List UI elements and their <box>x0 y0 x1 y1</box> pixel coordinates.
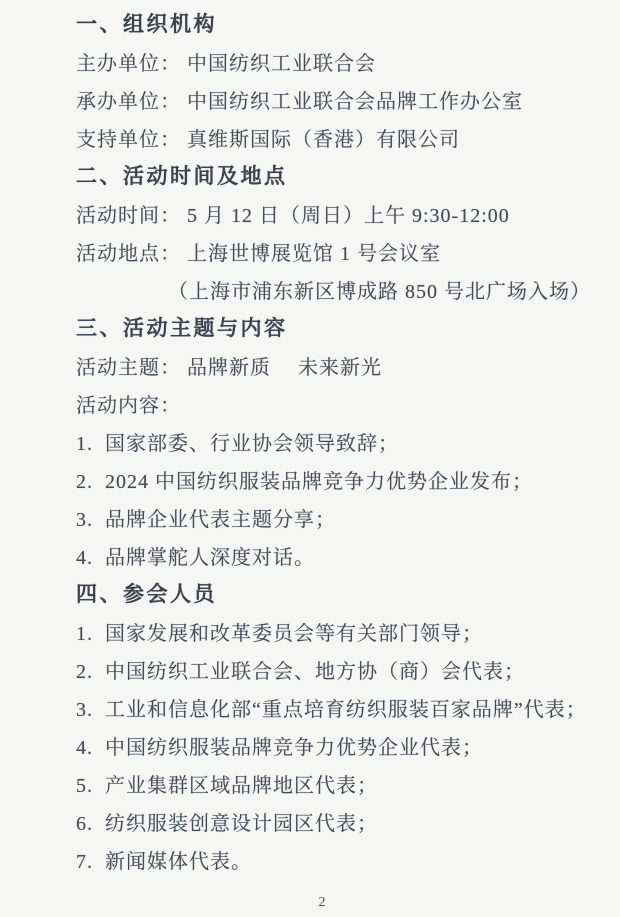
section-organization <box>76 4 590 156</box>
text-line-event-time: 活动时间： 5 月 12 日（周日）上午 9:30-12:00 <box>76 204 510 227</box>
section-theme-content <box>76 308 590 574</box>
list-item-content-1: 1. 国家部委、行业协会领导致辞； <box>76 432 399 455</box>
section-heading: 四、参会人员 <box>76 582 217 606</box>
section-heading: 三、活动主题与内容 <box>76 316 288 340</box>
list-item-participant-1: 1. 国家发展和改革委员会等有关部门领导； <box>76 622 483 645</box>
list-item-participant-2: 2. 中国纺织工业联合会、地方协（商）会代表； <box>76 660 525 683</box>
list-item-content-3: 3. 品牌企业代表主题分享； <box>76 508 336 531</box>
list-item-participant-5: 5. 产业集群区域品牌地区代表； <box>76 774 378 797</box>
text-line-organizer-unit: 承办单位： 中国纺织工业联合会品牌工作办公室 <box>76 90 523 113</box>
section-heading: 一、组织机构 <box>76 12 217 36</box>
text-line-support-unit: 支持单位： 真维斯国际（香港）有限公司 <box>76 128 460 151</box>
section-time-location <box>76 156 590 308</box>
list-item-participant-3: 3. 工业和信息化部“重点培育纺织服装百家品牌”代表； <box>76 698 587 721</box>
list-item-content-2: 2. 2024 中国纺织服装品牌竞争力优势企业发布； <box>76 470 533 493</box>
section-participants <box>76 574 590 878</box>
text-line-host-unit: 主办单位： 中国纺织工业联合会 <box>76 52 376 75</box>
text-line-event-content-label: 活动内容： <box>76 394 181 417</box>
list-item-participant-4: 4. 中国纺织服装品牌竞争力优势企业代表； <box>76 736 483 759</box>
page-number: 2 <box>318 895 326 910</box>
text-line-event-theme: 活动主题： 品牌新质 未来新光 <box>76 356 382 379</box>
section-heading: 二、活动时间及地点 <box>76 164 288 188</box>
list-item-participant-6: 6. 纺织服装创意设计园区代表； <box>76 812 378 835</box>
text-line-location-address: （上海市浦东新区博成路 850 号北广场入场） <box>168 280 591 303</box>
list-item-participant-7: 7. 新闻媒体代表。 <box>76 850 252 873</box>
list-item-content-4: 4. 品牌掌舵人深度对话。 <box>76 546 315 569</box>
text-line-event-location: 活动地点： 上海世博展览馆 1 号会议室 <box>76 242 441 265</box>
